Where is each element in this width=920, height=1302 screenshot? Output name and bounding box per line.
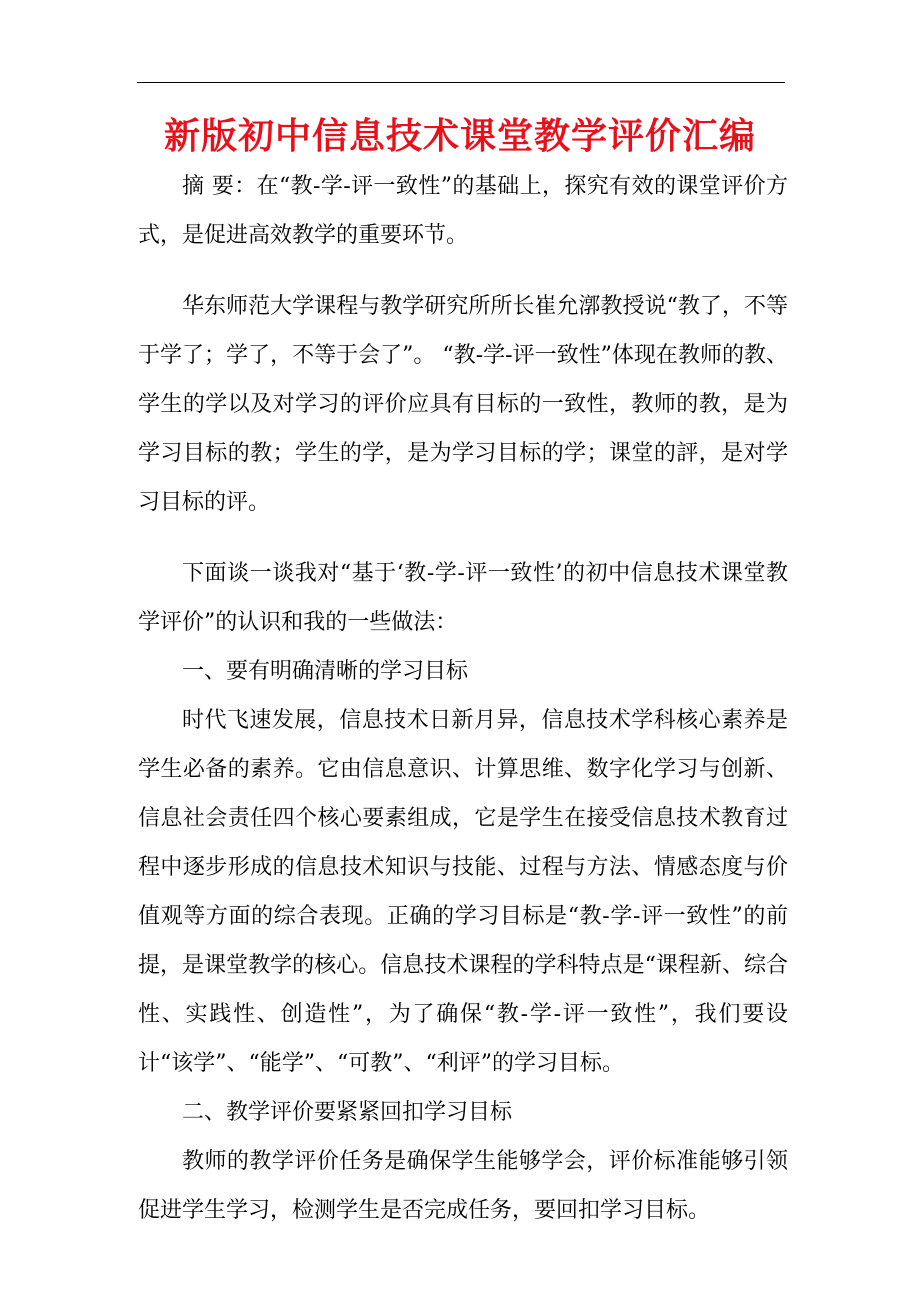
document-title: 新版初中信息技术课堂教学评价汇编: [163, 115, 756, 157]
section-2-paragraph: 教师的教学评价任务是确保学生能够学会，评价标准能够引领促进学生学习，检测学生是否完成任务，要回扣学习目标。: [138, 1149, 788, 1223]
section-heading-1: 一、要有明确清晰的学习目标: [182, 659, 469, 684]
quote-paragraph: 华东师范大学课程与教学研究所所长崔允漷教授说“教了，不等于学了；学了，不等于会了”。 “教-学-评一致性”体现在教师的教、学生的学以及对学习的评价应具有目标的一致性，教师的教，是为学习目标的教；学生的学，是为学习目标的学；课堂的評，是对学习目标的评。: [138, 294, 788, 515]
header-rule: [137, 82, 785, 83]
abstract-paragraph: 摘 要：在“教-学-评一致性”的基础上，探究有效的课堂评价方式，是促进高效教学的重要环节。: [138, 174, 788, 248]
document-body: [138, 162, 788, 1235]
section-heading-2: 二、教学评价要紧紧回扣学习目标: [182, 1100, 513, 1125]
intro-paragraph: 下面谈一谈我对“基于‘教-学-评一致性’的初中信息技术课堂教学评价”的认识和我的一些做法：: [138, 561, 788, 635]
section-1-paragraph: 时代飞速发展，信息技术日新月异，信息技术学科核心素养是学生必备的素养。它由信息意识、计算思维、数字化学习与创新、信息社会责任四个核心要素组成，它是学生在接受信息技术教育过程中逐步形成的信息技术知识与技能、过程与方法、情感态度与价值观等方面的综合表现。正确的学习目标是“教-学-评一致性”的前提，是课堂教学的核心。信息技术课程的学科特点是“课程新、综合性、实践性、创造性”，为了确保“教-学-评一致性”，我们要设计“该学”、“能学”、“可教”、“利评”的学习目标。: [138, 708, 788, 1076]
